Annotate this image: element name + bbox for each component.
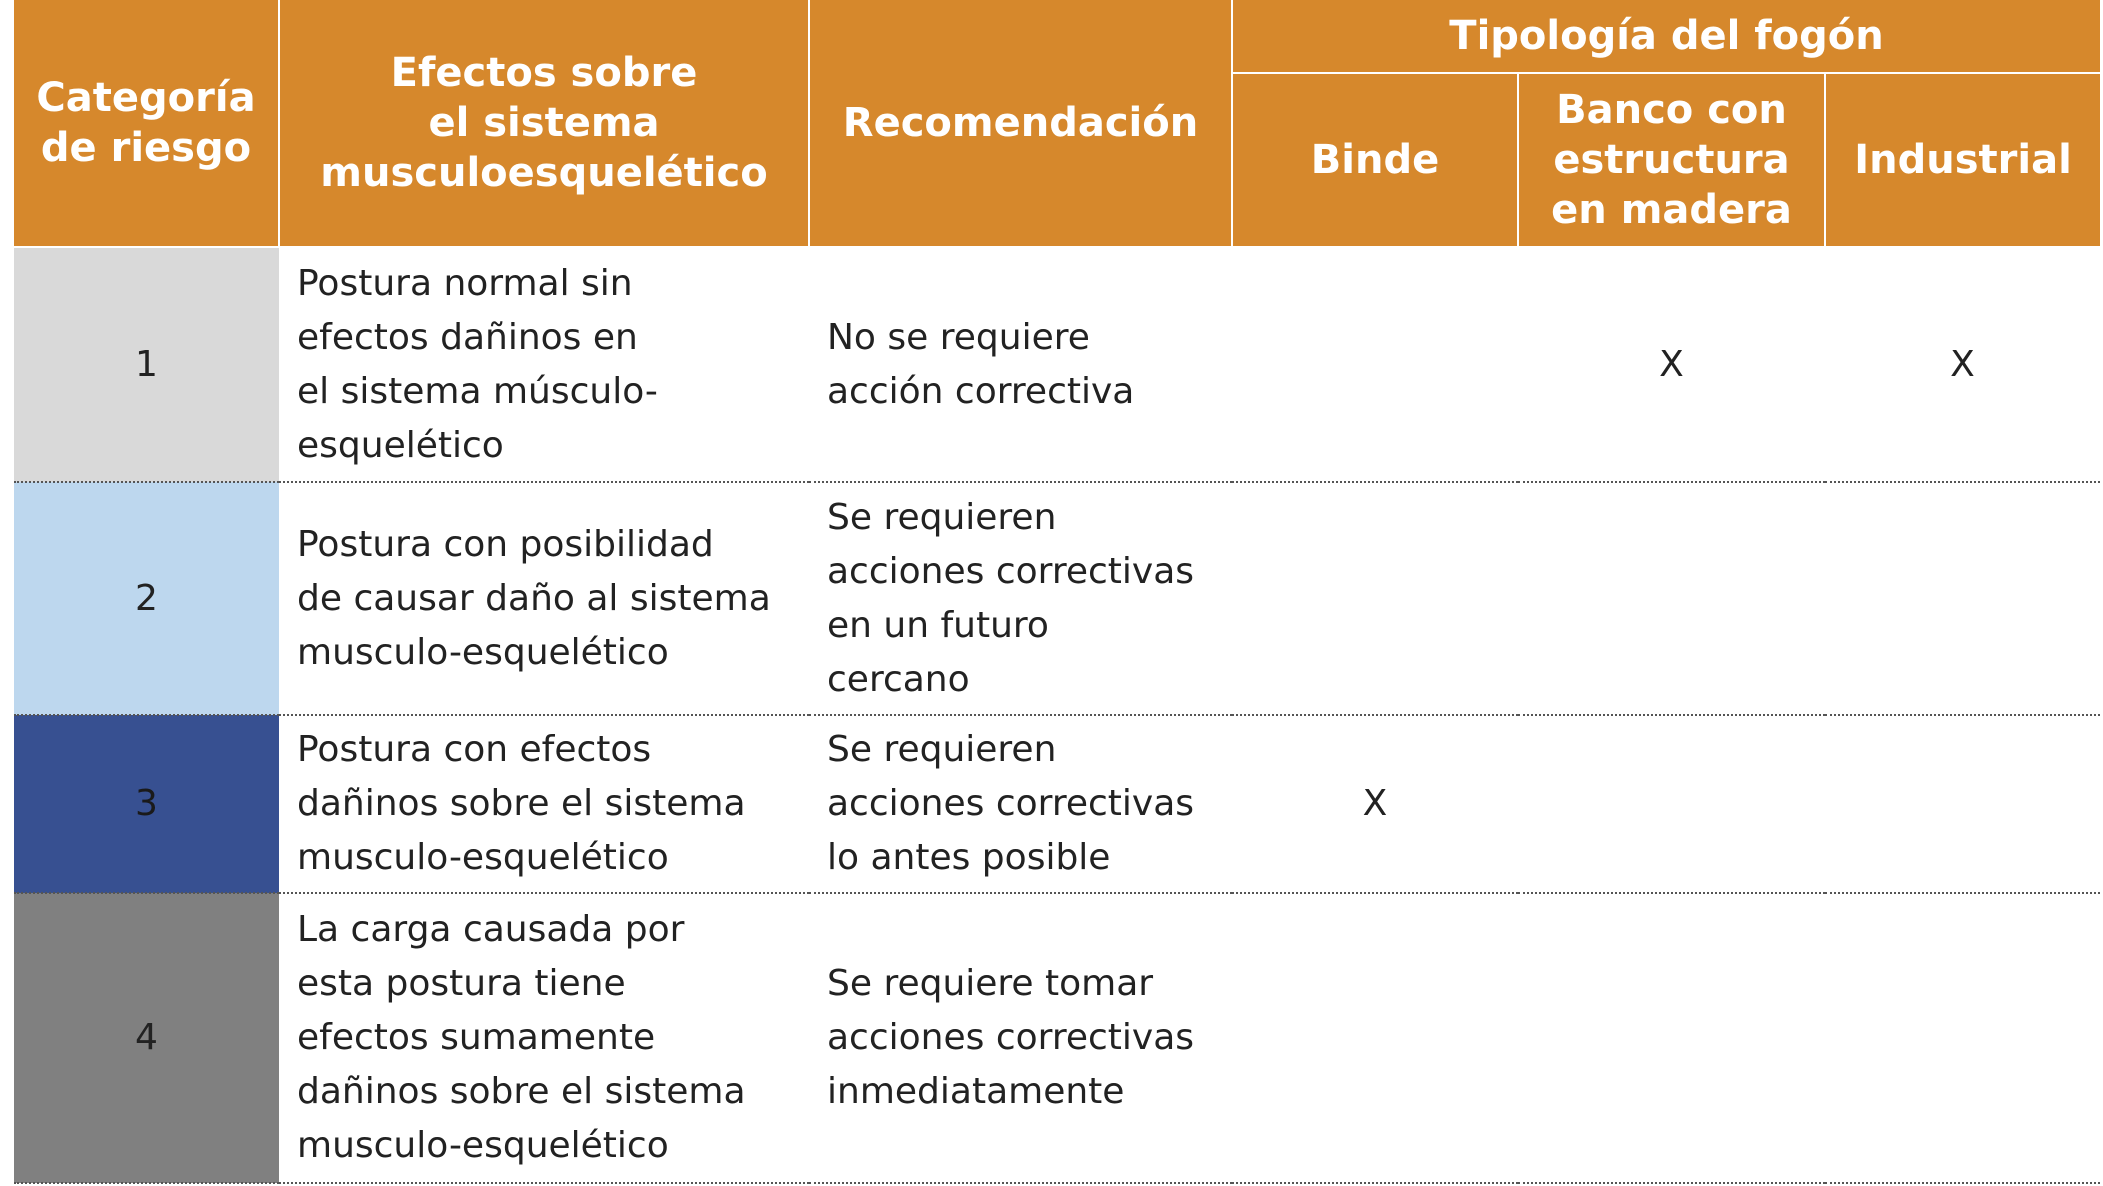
binde-mark	[1232, 893, 1518, 1183]
header-binde: Binde	[1232, 73, 1518, 247]
banco-mark	[1518, 893, 1825, 1183]
category-cell-4: 4	[14, 893, 279, 1183]
banco-mark	[1518, 715, 1825, 893]
header-efectos: Efectos sobre el sistema musculoesquelético	[279, 0, 809, 247]
industrial-mark	[1825, 715, 2100, 893]
binde-mark: X	[1232, 715, 1518, 893]
category-cell-3: 3	[14, 715, 279, 893]
industrial-mark	[1825, 482, 2100, 715]
header-tipologia: Tipología del fogón	[1232, 0, 2100, 73]
risk-category-table	[14, 0, 2100, 1184]
banco-mark	[1518, 482, 1825, 715]
table-row	[14, 482, 2100, 715]
effects-cell: La carga causada por esta postura tiene efectos sumamente dañinos sobre el sistema musculo-esquelético	[279, 893, 809, 1183]
recommendation-cell: No se requiere acción correctiva	[809, 247, 1232, 482]
header-row-top	[14, 0, 2100, 73]
recommendation-cell: Se requieren acciones correctivas lo antes posible	[809, 715, 1232, 893]
binde-mark	[1232, 247, 1518, 482]
table-row	[14, 893, 2100, 1183]
category-cell-1: 1	[14, 247, 279, 482]
effects-cell: Postura normal sin efectos dañinos en el sistema músculo- esquelético	[279, 247, 809, 482]
table-row	[14, 715, 2100, 893]
header-categoria: Categoría de riesgo	[14, 0, 279, 247]
table-row	[14, 247, 2100, 482]
banco-mark: X	[1518, 247, 1825, 482]
recommendation-cell: Se requieren acciones correctivas en un futuro cercano	[809, 482, 1232, 715]
risk-table-container	[14, 0, 2100, 1184]
header-recomendacion: Recomendación	[809, 0, 1232, 247]
recommendation-cell: Se requiere tomar acciones correctivas inmediatamente	[809, 893, 1232, 1183]
effects-cell: Postura con efectos dañinos sobre el sistema musculo-esquelético	[279, 715, 809, 893]
header-industrial: Industrial	[1825, 73, 2100, 247]
industrial-mark: X	[1825, 247, 2100, 482]
binde-mark	[1232, 482, 1518, 715]
effects-cell: Postura con posibilidad de causar daño al sistema musculo-esquelético	[279, 482, 809, 715]
industrial-mark	[1825, 893, 2100, 1183]
header-banco: Banco con estructura en madera	[1518, 73, 1825, 247]
category-cell-2: 2	[14, 482, 279, 715]
